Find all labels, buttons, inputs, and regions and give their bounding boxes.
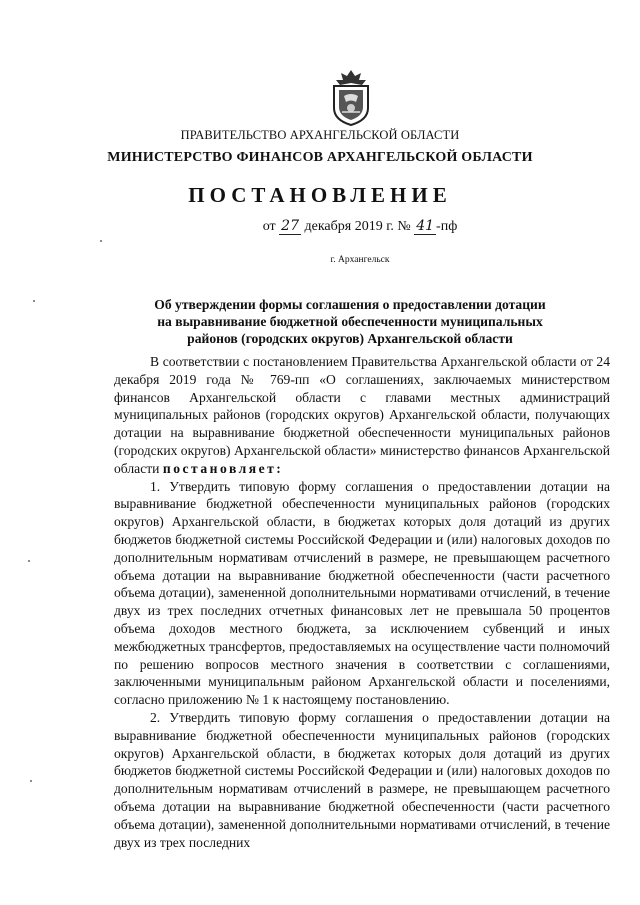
date-rest: декабря 2019 г. №	[304, 219, 411, 234]
ministry-name: МИНИСТЕРСТВО ФИНАНСОВ АРХАНГЕЛЬСКОЙ ОБЛАСТИ	[107, 150, 533, 165]
intro-text: В соответствии с постановлением Правительства Архангельской области от 24 декабря 2019 года № 769-пп «О соглашениях, заключаемых министерством финансов Архангельской области с главами местных администраций муниципальных районов (городских округов) Архангельской области, получающих дотации на выравнивание бюджетной обеспеченности муниципальных районов (городских округов) Архангельской области» министерство финансов Архангельской области	[114, 354, 610, 476]
document-number-handwritten: 41	[416, 218, 435, 234]
subject-line: Об утверждении формы соглашения о предоставлении дотации	[154, 297, 546, 312]
document-type-title: ПОСТАНОВЛЕНИЕ	[188, 183, 452, 207]
scan-speck	[28, 560, 30, 562]
document-subject	[120, 296, 580, 347]
date-prefix: от	[262, 219, 276, 234]
city-name: г. Архангельск	[330, 255, 390, 265]
scan-speck	[100, 240, 102, 242]
date-day-handwritten: 27	[281, 218, 299, 234]
scan-speck	[30, 780, 32, 782]
item-2-paragraph: 2. Утвердить типовую форму соглашения о предоставлении дотации на выравнивание бюджетной обеспеченности муниципальных районов (городских округов) Архангельской области, в бюджетах которых доля дотаций из других бюджетов бюджетной системы Российской Федерации и (или) налоговых доходов по дополнительным нормативам отчислений в размере, не превышающем расчетного объема дотации на выравнивание бюджетной обеспеченности (части расчетного объема дотации), замененной дополнительными нормативами отчислений, в течение двух из трех последних	[114, 709, 610, 850]
scan-speck	[33, 300, 35, 302]
government-name: ПРАВИТЕЛЬСТВО АРХАНГЕЛЬСКОЙ ОБЛАСТИ	[180, 128, 460, 142]
intro-paragraph	[114, 353, 610, 478]
document-number-suffix: -пф	[436, 219, 458, 234]
date-and-number-line	[40, 218, 640, 235]
coat-of-arms-icon	[326, 68, 376, 126]
subject-line: на выравнивание бюджетной обеспеченности муниципальных	[157, 314, 543, 329]
item-1-paragraph: 1. Утвердить типовую форму соглашения о предоставлении дотации на выравнивание бюджетной обеспеченности муниципальных районов (городских округов) Архангельской области, в бюджетах которых доля дотаций из других бюджетов бюджетной системы Российской Федерации и (или) налоговых доходов по дополнительным нормативам отчислений в размере, не превышающем расчетного объема дотации на выравнивание бюджетной обеспеченности (части расчетного объема дотации), замененной дополнительными нормативами отчислений, в течение двух из трех последних отчетных финансовых лет не превышала 50 процентов объема доходов местного бюджета, за исключением субвенций и иных межбюджетных трансфертов, предоставляемых на осуществление части полномочий по решению вопросов местного значения в соответствии с соглашениями, заключенными муниципальным районом Архангельской области и поселениями, согласно приложению № 1 к настоящему постановлению.	[114, 478, 610, 708]
document-body	[114, 353, 610, 851]
subject-line: районов (городских округов) Архангельской области	[187, 331, 513, 346]
decree-word: постановляет:	[162, 460, 284, 476]
